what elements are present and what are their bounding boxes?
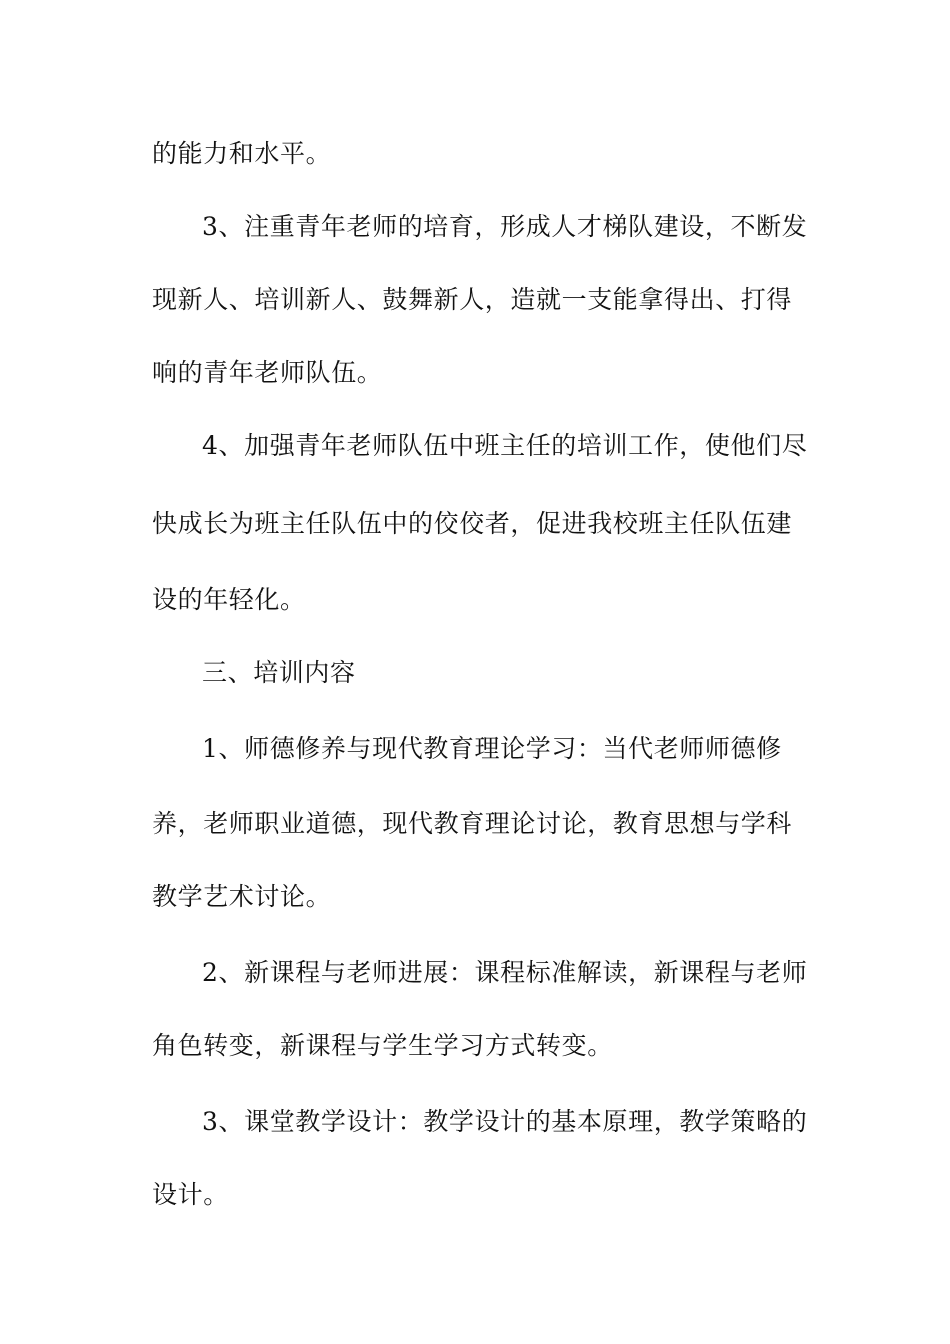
paragraph-line: 3、课堂教学设计：教学设计的基本原理，教学策略的 xyxy=(202,1107,808,1136)
paragraph-line: 1、师德修养与现代教育理论学习：当代老师师德修 xyxy=(202,734,782,763)
paragraph-line: 4、加强青年老师队伍中班主任的培训工作，使他们尽 xyxy=(202,431,808,460)
paragraph-line: 响的青年老师队伍。 xyxy=(152,358,383,387)
paragraph-line: 设计。 xyxy=(152,1180,229,1209)
paragraph-line: 养，老师职业道德，现代教育理论讨论，教育思想与学科 xyxy=(152,809,793,838)
section-heading: 三、培训内容 xyxy=(202,658,356,687)
paragraph-line: 的能力和水平。 xyxy=(152,139,332,168)
paragraph-line: 教学艺术讨论。 xyxy=(152,882,332,911)
paragraph-line: 2、新课程与老师进展：课程标准解读，新课程与老师 xyxy=(202,958,808,987)
paragraph-line: 角色转变，新课程与学生学习方式转变。 xyxy=(152,1031,613,1060)
paragraph-line: 现新人、培训新人、鼓舞新人，造就一支能拿得出、打得 xyxy=(152,285,793,314)
paragraph-line: 快成长为班主任队伍中的佼佼者，促进我校班主任队伍建 xyxy=(152,509,793,538)
paragraph-line: 3、注重青年老师的培育，形成人才梯队建设，不断发 xyxy=(202,212,808,241)
paragraph-line: 设的年轻化。 xyxy=(152,585,306,614)
